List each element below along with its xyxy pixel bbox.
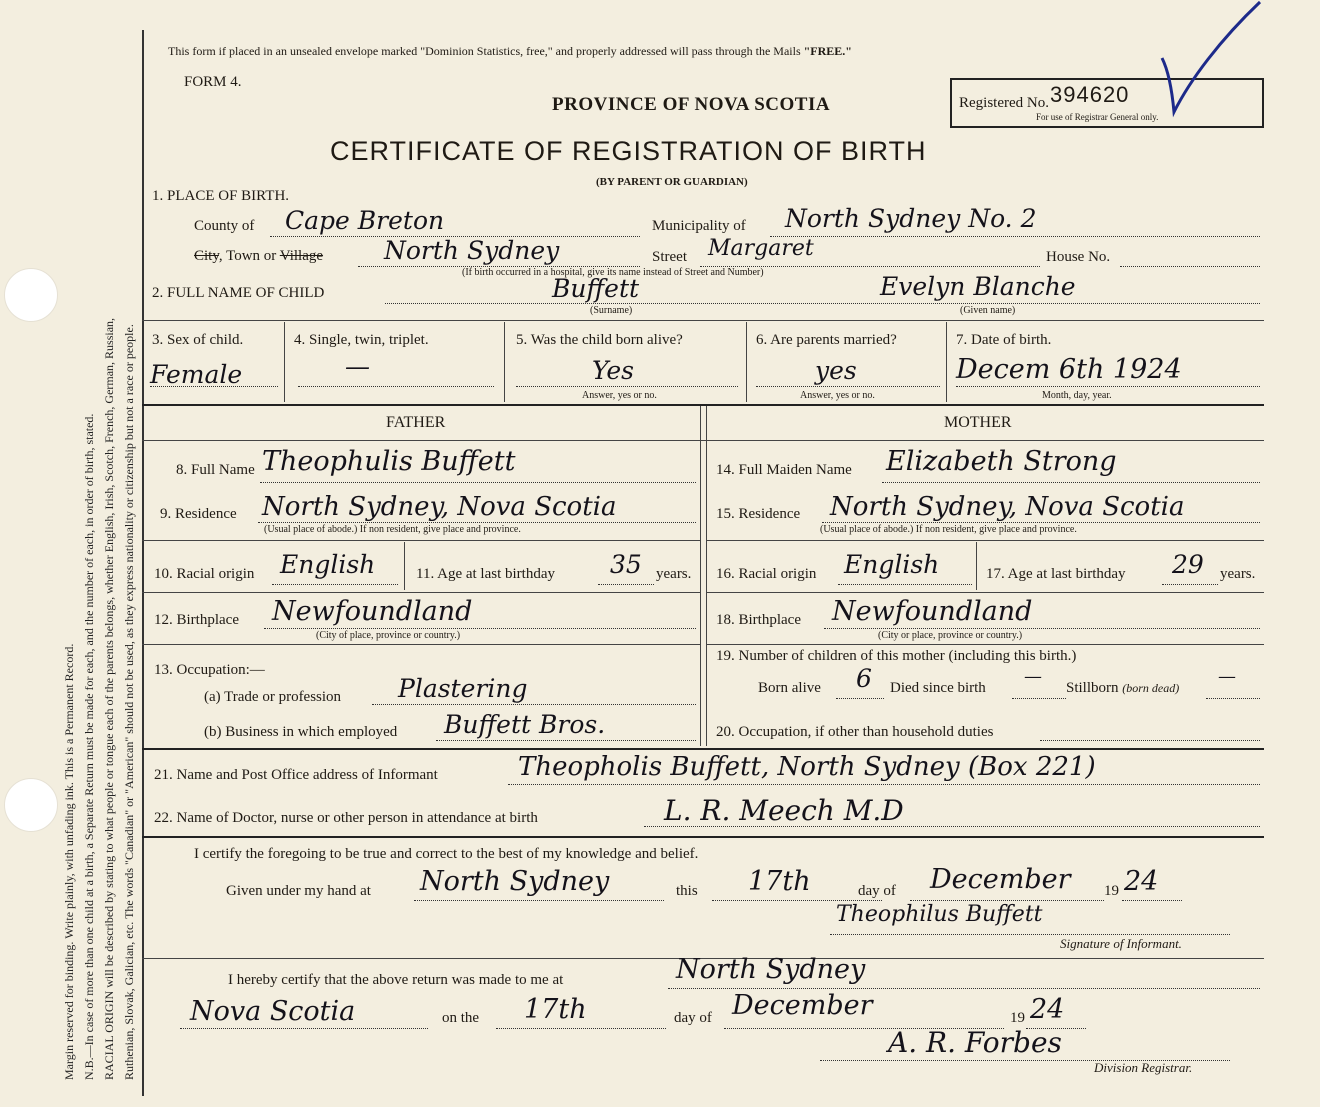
father-trade-label: (a) Trade or profession: [204, 689, 342, 705]
registrar-year-prefix: 19: [1010, 1010, 1025, 1026]
father-business-value: Buffett Bros.: [444, 710, 606, 739]
dob-label: 7. Date of birth.: [956, 332, 1052, 348]
registered-label: Registered No.: [959, 95, 1049, 111]
mother-birthplace-label: 18. Birthplace: [716, 612, 801, 628]
father-trade-value: Plastering: [398, 674, 528, 703]
dob-value: Decem 6th 1924: [956, 354, 1182, 385]
certify-day-label: day of: [858, 883, 896, 899]
registrar-on-label: on the: [442, 1010, 480, 1026]
given-caption: (Given name): [960, 305, 1016, 316]
child-name-label: 2. FULL NAME OF CHILD: [152, 285, 325, 301]
father-occupation-label: 13. Occupation:—: [154, 662, 265, 678]
answer-caption-alive: Answer, yes or no.: [582, 390, 657, 401]
stillborn-label: [1066, 680, 1179, 697]
margin-note-1: Margin reserved for binding. Write plainly, with unfading ink. This is a Permanent Record.: [62, 643, 76, 1080]
hospital-note: (If birth occurred in a hospital, give its name instead of Street and Number): [462, 267, 764, 278]
house-label: House No.: [1046, 249, 1111, 265]
died-since-birth-label: Died since birth: [890, 680, 986, 696]
registrar-signature: A. R. Forbes: [888, 1026, 1062, 1059]
province-heading: PROVINCE OF NOVA SCOTIA: [552, 94, 831, 115]
village-label: Village: [279, 248, 324, 264]
form-left-border: [142, 30, 144, 1096]
certify-year-prefix: 19: [1104, 883, 1119, 899]
child-given-name: Evelyn Blanche: [880, 272, 1076, 301]
father-age-value: 35: [610, 550, 642, 579]
sex-value: Female: [150, 360, 243, 389]
municipality-label: Municipality of: [652, 218, 746, 234]
given-under-hand-label: Given under my hand at: [226, 883, 371, 899]
registrar-note: For use of Registrar General only.: [1036, 112, 1159, 122]
certify-day-value: 17th: [748, 866, 811, 897]
margin-note-3: RACIAL ORIGIN will be described by stating to what people or tongue each of the parents belongs, whether English, Irish, Scotch, French, German, Russian,: [102, 317, 116, 1080]
father-residence-label: 9. Residence: [160, 506, 237, 522]
father-heading: FATHER: [386, 414, 446, 431]
town-label: , Town or: [218, 248, 277, 264]
registrar-year-value: 24: [1030, 994, 1065, 1025]
mother-occupation-label: 20. Occupation, if other than household duties: [716, 724, 994, 740]
city-town-village-label: [194, 248, 323, 265]
registrar-day-value: 17th: [524, 994, 587, 1025]
stillborn-value: —: [1218, 666, 1236, 687]
father-name-value: Theophulis Buffett: [262, 446, 516, 477]
municipality-value: North Sydney No. 2: [785, 204, 1037, 233]
certify-statement: I certify the foregoing to be true and correct to the best of my knowledge and belief.: [194, 846, 699, 862]
registrar-day-label: day of: [674, 1010, 712, 1026]
mail-free: "FREE.": [803, 44, 852, 58]
registered-number: 394620: [1050, 82, 1130, 107]
informant-value: Theopholis Buffett, North Sydney (Box 221): [518, 752, 1096, 782]
died-since-birth-value: —: [1024, 666, 1042, 687]
stillborn-label-text: Stillborn: [1066, 680, 1119, 696]
mother-residence-value: North Sydney, Nova Scotia: [830, 492, 1185, 522]
surname-caption: (Surname): [590, 305, 633, 316]
certify-month-value: December: [930, 864, 1071, 895]
parents-married-label: 6. Are parents married?: [756, 332, 897, 348]
registrar-statement: I hereby certify that the above return was made to me at: [228, 972, 564, 988]
city-label: City: [194, 248, 219, 264]
registrar-place-2: Nova Scotia: [190, 996, 356, 1027]
father-residence-value: North Sydney, Nova Scotia: [262, 492, 617, 522]
informant-label: 21. Name and Post Office address of Informant: [154, 767, 438, 783]
this-label: this: [676, 883, 698, 899]
county-label: County of: [194, 218, 255, 234]
mother-age-value: 29: [1172, 550, 1204, 579]
born-alive-value: Yes: [592, 356, 634, 385]
plurality-label: 4. Single, twin, triplet.: [294, 332, 429, 348]
mother-children-label: 19. Number of children of this mother (including this birth.): [716, 648, 1077, 664]
mother-birthplace-caption: (City or place, province or country.): [878, 630, 1023, 641]
mother-name-label: 14. Full Maiden Name: [716, 462, 852, 478]
mail-notice-text: This form if placed in an unsealed envelope marked "Dominion Statistics, free," and properly addressed will pass through the Mails: [168, 44, 801, 58]
town-value: North Sydney: [384, 236, 560, 265]
born-alive-label: 5. Was the child born alive?: [516, 332, 683, 348]
father-racial-label: 10. Racial origin: [154, 566, 255, 582]
mother-birthplace-value: Newfoundland: [832, 596, 1033, 627]
father-residence-caption: (Usual place of abode.) If non resident, give place and province.: [264, 524, 521, 535]
mother-residence-caption: (Usual place of abode.) If non resident, give place and province.: [820, 524, 1077, 535]
page-subtitle: (BY PARENT OR GUARDIAN): [596, 176, 748, 188]
mother-racial-label: 16. Racial origin: [716, 566, 817, 582]
father-birthplace-value: Newfoundland: [272, 596, 473, 627]
dob-caption: Month, day, year.: [1042, 390, 1112, 401]
doctor-label: 22. Name of Doctor, nurse or other person in attendance at birth: [154, 810, 538, 826]
margin-note-2: N.B.—In case of more than one child at a birth, a Separate Return must be made for each, and the number of each, in order of birth, stated.: [82, 413, 96, 1080]
punch-hole-bottom: [4, 778, 58, 832]
street-value: Margaret: [708, 236, 814, 261]
child-surname: Buffett: [552, 274, 640, 303]
county-value: Cape Breton: [285, 206, 445, 235]
father-age-label: 11. Age at last birthday: [416, 566, 555, 582]
place-heading: 1. PLACE OF BIRTH.: [152, 188, 290, 204]
doctor-value: L. R. Meech M.D: [664, 794, 904, 827]
born-alive-count-value: 6: [856, 664, 872, 693]
mail-notice: [168, 44, 852, 59]
mother-residence-label: 15. Residence: [716, 506, 801, 522]
father-racial-value: English: [280, 550, 376, 579]
punch-hole-top: [4, 268, 58, 322]
mother-age-label: 17. Age at last birthday: [986, 566, 1126, 582]
margin-note-4: Ruthenian, Slovak, Galician, etc. The words "Canadian" or "American" should not be used, as they express nationality or citizenship but not a race or people.: [122, 324, 136, 1080]
page-title: CERTIFICATE OF REGISTRATION OF BIRTH: [330, 136, 927, 166]
parents-married-value: yes: [815, 356, 857, 385]
father-name-label: 8. Full Name: [176, 462, 255, 478]
father-business-label: (b) Business in which employed: [204, 724, 398, 740]
stillborn-note: (born dead): [1122, 681, 1180, 695]
registrar-place-1: North Sydney: [676, 954, 866, 985]
mother-heading: MOTHER: [944, 414, 1012, 431]
registrar-caption: Division Registrar.: [1094, 1060, 1193, 1075]
father-birthplace-caption: (City of place, province or country.): [316, 630, 461, 641]
mother-name-value: Elizabeth Strong: [886, 446, 1117, 477]
form-number: FORM 4.: [184, 74, 242, 90]
mother-racial-value: English: [844, 550, 940, 579]
registrar-month-value: December: [732, 990, 873, 1021]
plurality-value: —: [345, 352, 370, 381]
father-years-label: years.: [656, 566, 692, 582]
mother-years-label: years.: [1220, 566, 1256, 582]
born-alive-count-label: Born alive: [758, 680, 821, 696]
answer-caption-married: Answer, yes or no.: [800, 390, 875, 401]
certify-year-value: 24: [1124, 866, 1159, 897]
check-mark-icon: [1150, 0, 1265, 120]
sex-label: 3. Sex of child.: [152, 332, 244, 348]
street-label: Street: [652, 249, 687, 265]
father-birthplace-label: 12. Birthplace: [154, 612, 239, 628]
given-place-value: North Sydney: [420, 866, 610, 897]
informant-signature: Theophilus Buffett: [836, 902, 1043, 927]
informant-signature-caption: Signature of Informant.: [1060, 936, 1182, 951]
